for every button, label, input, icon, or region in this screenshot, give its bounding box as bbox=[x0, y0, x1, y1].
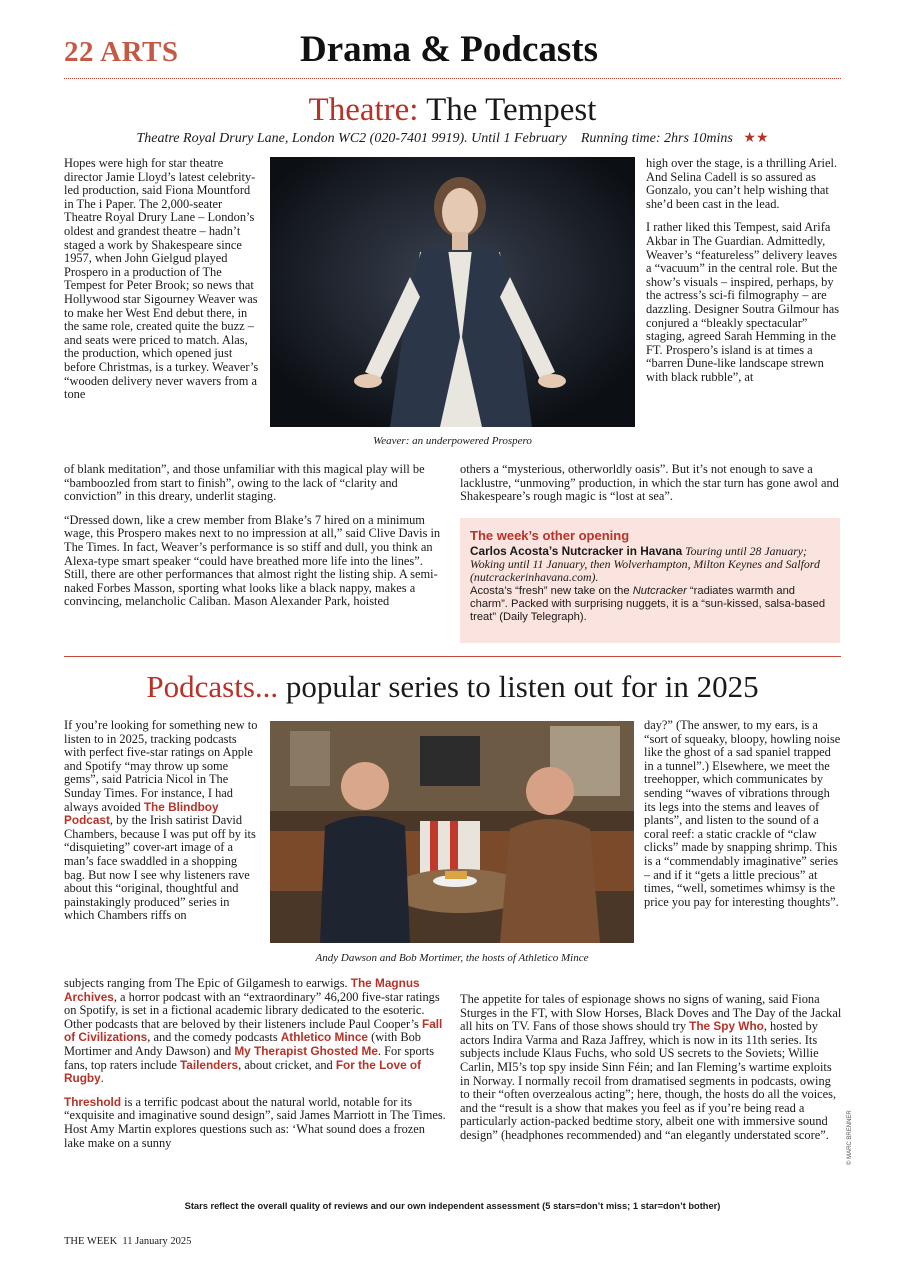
theatre-para-right-3: others a “mysterious, otherworldly oasis”. But it’s not enough to save a lacklustre, “unmoving” production, in which the star turn has gone awol and Shakespeare’s rough magic is “lost at sea”. bbox=[460, 462, 839, 504]
weaver-photo-illustration bbox=[270, 157, 635, 427]
photo-credit: © MARC BRENNER bbox=[847, 1110, 853, 1165]
theatre-headline bbox=[0, 92, 905, 129]
header-divider bbox=[64, 78, 841, 79]
other-opening-review-a: Acosta’s “fresh” new take on the bbox=[470, 584, 630, 597]
podcasts-para-right-1: day?” (The answer, to my ears, is a “sort of squeaky, bloopy, howling noise like the ghost of a sad spaniel trapped in a tunnel”.) Elsewhere, we meet the treehopper, which communicates by sending “waves of vibrations through its legs into the stems and leaves of plants”, and listen to the sound of a coral reef: a static crackle of “claw clicks” made by snapping shrimp. This is a “commendably imaginative” series – and if it “gets a little precious” at times, “well, sometimes whimsy is the price you pay for interesting thoughts”. bbox=[644, 718, 841, 909]
star-rating: ★★ bbox=[743, 131, 769, 146]
podcasts-wide-left bbox=[64, 977, 446, 1160]
link-fall-of-civilizations[interactable]: Fall of Civilizations bbox=[64, 1016, 443, 1045]
podcasts-photo-caption: Andy Dawson and Bob Mortimer, the hosts of Athletico Mince bbox=[315, 952, 589, 964]
theatre-wide-left bbox=[64, 463, 446, 619]
link-magnus-archives[interactable]: The Magnus Archives bbox=[64, 976, 420, 1004]
podcasts-para-2: subjects ranging from The Epic of Gilgamesh to earwigs. The Magnus Archives, a horror podcast with an “extraordinary” 46,200 five-star ratings on Spotify, is set in a fictional academic library dedicated to the esoteric. Other podcasts that are beloved by their listeners include Paul Cooper’s Fall of Civilizations, and the comedy podcasts Athletico Mince (with Bob Mortimer and Andy Dawson) and My Therapist Ghosted Me. For sports fans, top raters include Tailenders, about cricket, and For the Love of Rugby. bbox=[64, 976, 443, 1086]
link-threshold[interactable]: Threshold bbox=[64, 1094, 122, 1109]
podcasts-col-left bbox=[64, 719, 260, 933]
podcasts-col-right bbox=[644, 719, 842, 919]
theatre-info-line bbox=[0, 130, 905, 147]
podcasts-wide-right bbox=[460, 993, 842, 1153]
issue-line: THE WEEK 11 January 2025 bbox=[64, 1236, 192, 1247]
theatre-para-right-1: high over the stage, is a thrilling Ariel. And Selina Cadell is so assured as Gonzalo, you can’t help wishing that she’d been cast in the lead. bbox=[646, 156, 837, 211]
link-blindboy-podcast[interactable]: The Blindboy Podcast bbox=[64, 799, 219, 828]
podcasts-para-1: If you’re looking for something new to listen to in 2025, tracking podcasts with perfect five-star ratings on Apple and Spotify “may throw up some gems”, said Patricia Nicol in The Sunday Times. For instance, I had always avoided The Blindboy Podcast, by the Irish satirist David Chambers, because I was put off by its “disquieting” cover-art image of a man’s face swaddled in a shopping bag. But now I see why listeners rave about this “original, thoughtful and painstakingly produced” series in which Chambers riffs on bbox=[64, 718, 258, 923]
running-time: Running time: 2hrs 10mins bbox=[580, 131, 733, 146]
page-title: Drama & Podcasts bbox=[300, 29, 599, 70]
other-opening-heading: The week’s other opening bbox=[470, 528, 630, 543]
link-for-the-love-of-rugby[interactable]: For the Love of Rugby bbox=[64, 1057, 422, 1086]
venue-info: Theatre Royal Drury Lane, London WC2 (020-7401 9919). Until 1 February bbox=[136, 131, 567, 146]
link-the-spy-who[interactable]: The Spy Who bbox=[689, 1019, 764, 1034]
link-athletico-mince[interactable]: Athletico Mince bbox=[280, 1030, 368, 1045]
link-my-therapist-ghosted-me[interactable]: My Therapist Ghosted Me bbox=[234, 1043, 378, 1058]
section-label: 22 ARTS bbox=[64, 36, 179, 68]
other-opening-review-title: Nutcracker bbox=[632, 584, 687, 597]
other-opening-box bbox=[460, 518, 840, 643]
theatre-para-3: “Dressed down, like a crew member from Blake’s 7 hired on a minimum wage, this Prospero makes next to no impression at all,” said Clive Davis in The Times. In fact, Weaver’s performance is so stiff and dull, you think an Alexa-type smart speaker “could have breathed more life into the lines”. Still, there are other performances that almost right the listing ship. A semi-naked Forbes Masson, sporting what looks like a black nappy, makes a convincing, melancholic Caliban. Mason Alexander Park, hoisted bbox=[64, 512, 441, 609]
weaver-photo bbox=[270, 157, 635, 427]
podcasts-headline bbox=[0, 669, 905, 705]
athletico-mince-photo-illustration bbox=[270, 721, 634, 943]
other-opening-details: Touring until 28 January; Woking until 11 January, then Wolverhampton, Milton Keynes and Salford (nutcrackerinhavana.com). bbox=[470, 544, 820, 585]
theatre-para-right-2: I rather liked this Tempest, said Arifa Akbar in The Guardian. Admittedly, Weaver’s “featureless” delivery leaves a “vacuum” in the central role. But the show’s visuals – inspired, perhaps, by the actress’s sci-fi filmography – are dazzling. Designer Soutra Gilmour has conjured a “bleakly spectacular” staging, agreed Sarah Hemming in the FT. Prospero’s island is at times a “barren Dune-like landscape strewn with black rubble”, at bbox=[646, 220, 840, 384]
podcasts-para-4: The appetite for tales of espionage shows no signs of waning, said Fiona Sturges in the FT, with Slow Horses, Black Doves and The Day of the Jackal all hits on TV. Fans of those shows should try The Spy Who, hosted by actors Indira Varma and Raza Jaffrey, which is now in its 11th series. Its subjects include Klaus Fuchs, who sold US secrets to the Soviets; Willie Carlin, MI5’s top spy inside Sinn Féin; and Ian Fleming’s wartime exploits in Norway. I normally recoil from dramatised segments in podcasts, owing to their “often overzealous acting”; here, though, the hosts do all the voices, and the “result is a show that makes you feel as if you’re being read a particularly action-packed bedtime story, albeit one with immersive sound design” (headphones recommended) and “an elegantly understated score”. bbox=[460, 992, 842, 1142]
athletico-mince-photo bbox=[270, 721, 634, 943]
theatre-para-1: Hopes were high for star theatre director Jamie Lloyd’s latest celebrity-led production, said Fiona Mountford in The i Paper. The 2,000-seater Theatre Royal Drury Lane – London’s oldest and grandest theatre – hadn’t staged a work by Shakespeare since 1957, when John Gielgud played Prospero in a production of The Tempest for Peter Brook; so news that Hollywood star Sigourney Weaver was to make her West End debut there, in the same role, created quite the buzz – and seats were priced to match. Alas, the production, which opened just before Christmas, is a turkey. Weaver’s “wooden delivery never wavers from a tone bbox=[64, 156, 259, 402]
theatre-col-right bbox=[646, 157, 842, 395]
other-opening-review-b: “radiates warmth and charm”. Packed with surprising nuggets, it is a “sun-kissed, salsa-based treat” (Daily Telegraph). bbox=[470, 584, 826, 624]
podcasts-title: popular series to listen out for in 2025 bbox=[285, 669, 759, 704]
stars-footnote: Stars reflect the overall quality of reviews and our own independent assessment (5 stars=don’t miss; 1 star=don’t bother) bbox=[184, 1201, 721, 1211]
theatre-para-2: of blank meditation”, and those unfamiliar with this magical play will be “bamboozled from start to finish”, owing to the lack of “clarity and conviction” in this dreary, underlit staging. bbox=[64, 462, 425, 504]
theatre-col-left bbox=[64, 157, 260, 412]
theatre-kicker: Theatre: bbox=[308, 92, 419, 128]
other-opening-show: Carlos Acosta’s Nutcracker in Havana bbox=[470, 544, 683, 558]
theatre-title: The Tempest bbox=[426, 92, 597, 128]
theatre-wide-right bbox=[460, 463, 842, 514]
podcasts-kicker: Podcasts... bbox=[146, 669, 279, 704]
link-tailenders[interactable]: Tailenders bbox=[179, 1057, 239, 1072]
theatre-photo-caption: Weaver: an underpowered Prospero bbox=[373, 435, 532, 447]
section-divider bbox=[64, 656, 841, 657]
podcasts-para-3: Threshold is a terrific podcast about the natural world, notable for its “exquisite and imaginative sound design”, said James Marriott in The Times. Host Amy Martin explores questions such as: ‘What sound does a frozen lake make on a sunny bbox=[64, 1094, 446, 1150]
